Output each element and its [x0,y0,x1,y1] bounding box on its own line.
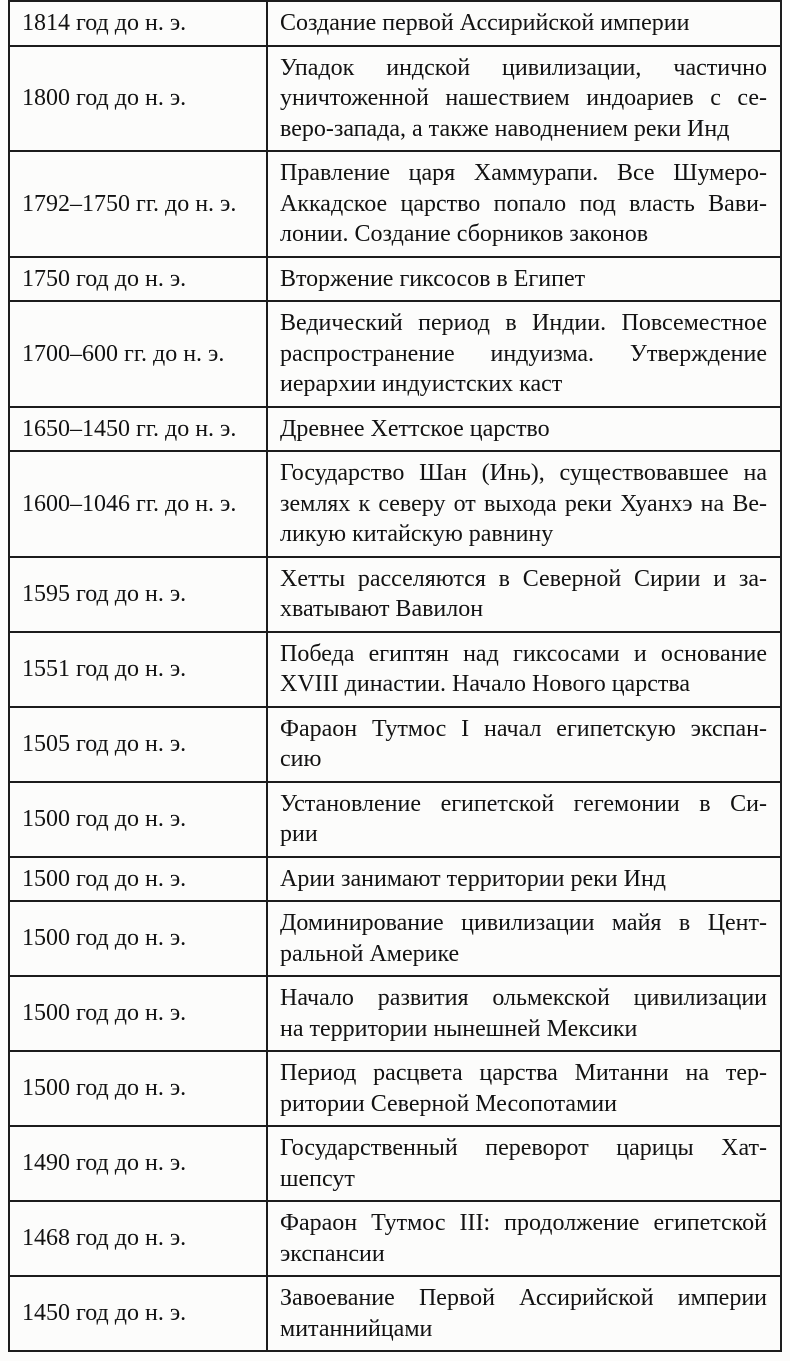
event-text-line: рии [280,821,318,847]
table-row [9,901,781,976]
event-text-line: шепсут [280,1165,355,1192]
date-cell: 1750 год до н. э. [9,257,267,302]
date-cell: 1468 год до н. э. [9,1201,267,1276]
table-row [9,451,781,557]
event-text-line: иерархии индуистских каст [280,371,563,397]
event-text-line: Государство Шан (Инь), существовавшее на [280,460,767,486]
event-text-line: лонии. Создание сборников законов [280,221,649,247]
event-text-line: уничтоженной нашествием индоариев с се- [280,85,767,111]
event-cell [267,1,781,46]
event-text-line: Фараон Тутмос I начал египетскую экспан- [280,715,767,742]
table-row [9,1051,781,1126]
date-cell: 1500 год до н. э. [9,976,267,1051]
event-cell [267,857,781,902]
table-row [9,557,781,632]
table-row [9,707,781,782]
event-text-line: Государственный переворот царицы Хат- [280,1135,767,1161]
event-text-line: Победа египтян над гиксосами и основание [280,640,767,667]
event-cell [267,782,781,857]
table-row [9,976,781,1051]
date-cell: 1500 год до н. э. [9,782,267,857]
event-text-line: Древнее Хеттское царство [280,415,550,442]
event-cell [267,46,781,152]
event-text-line: Упадок индской цивилизации, частично [280,54,767,81]
date-cell: 1600–1046 гг. до н. э. [9,451,267,557]
event-cell [267,1201,781,1276]
chronology-table-body [9,1,781,1351]
date-cell: 1700–600 гг. до н. э. [9,301,267,407]
event-text-line: Начало развития ольмекской цивилизации [280,985,767,1011]
date-cell: 1814 год до н. э. [9,1,267,46]
event-cell [267,707,781,782]
event-text-line: распространение индуизма. Утверждение [280,340,767,367]
event-cell [267,901,781,976]
event-text-line: Вторжение гиксосов в Египет [280,265,586,292]
table-row [9,782,781,857]
event-text-line: XVIII династии. Начало Нового царства [280,671,691,697]
date-cell: 1450 год до н. э. [9,1276,267,1351]
event-text-line: Доминирование цивилизации майя в Цент- [280,910,767,936]
event-cell [267,451,781,557]
date-cell: 1595 год до н. э. [9,557,267,632]
table-row [9,407,781,452]
table-row [9,1,781,46]
event-cell [267,976,781,1051]
table-row [9,1201,781,1276]
date-cell: 1500 год до н. э. [9,901,267,976]
event-text-line: Хетты расселяются в Северной Сирии и за- [280,565,767,592]
event-cell [267,407,781,452]
date-cell: 1551 год до н. э. [9,632,267,707]
table-row [9,857,781,902]
event-text-line: землях к северу от выхода реки Хуанхэ на Ве- [280,490,767,517]
table-row [9,46,781,152]
date-cell: 1500 год до н. э. [9,857,267,902]
event-text-line: на территории нынешней Мексики [280,1015,638,1042]
date-cell: 1505 год до н. э. [9,707,267,782]
chronology-table [8,0,782,1352]
event-cell [267,151,781,257]
event-cell [267,257,781,302]
date-cell: 1800 год до н. э. [9,46,267,152]
event-text-line: Фараон Тутмос III: продолжение египетской [280,1210,767,1236]
event-text-line: Завоевание Первой Ассирийской империи [280,1285,767,1311]
event-cell [267,557,781,632]
event-text-line: веро-запада, а также наводнением реки Инд [280,115,730,142]
event-cell [267,301,781,407]
event-cell [267,1051,781,1126]
event-cell [267,632,781,707]
date-cell: 1792–1750 гг. до н. э. [9,151,267,257]
event-text-line: ликую китайскую равнину [280,521,554,547]
event-text-line: Правление царя Хаммурапи. Все Шумеро- [280,160,767,186]
table-row [9,151,781,257]
event-cell [267,1276,781,1351]
event-text-line: Установление египетской гегемонии в Си- [280,790,767,817]
event-text-line: Аккадское царство попало под власть Вави- [280,190,767,217]
table-row [9,257,781,302]
table-row [9,1276,781,1351]
event-text-line: сию [280,746,322,772]
event-text-line: Ведический период в Индии. Повсеместное [280,310,767,336]
event-text-line: митаннийцами [280,1315,433,1342]
event-text-line: ритории Северной Месопотамии [280,1090,617,1117]
date-cell: 1500 год до н. э. [9,1051,267,1126]
date-cell: 1490 год до н. э. [9,1126,267,1201]
event-text-line: ральной Америке [280,940,460,967]
date-cell: 1650–1450 гг. до н. э. [9,407,267,452]
table-row [9,301,781,407]
table-row [9,1126,781,1201]
table-row [9,632,781,707]
event-cell [267,1126,781,1201]
event-text-line: экспансии [280,1240,385,1267]
event-text-line: Создание первой Ассирийской империи [280,10,690,36]
event-text-line: Арии занимают территории реки Инд [280,865,667,892]
event-text-line: Период расцвета царства Митанни на тер- [280,1060,767,1086]
event-text-line: хватывают Вавилон [280,596,484,622]
